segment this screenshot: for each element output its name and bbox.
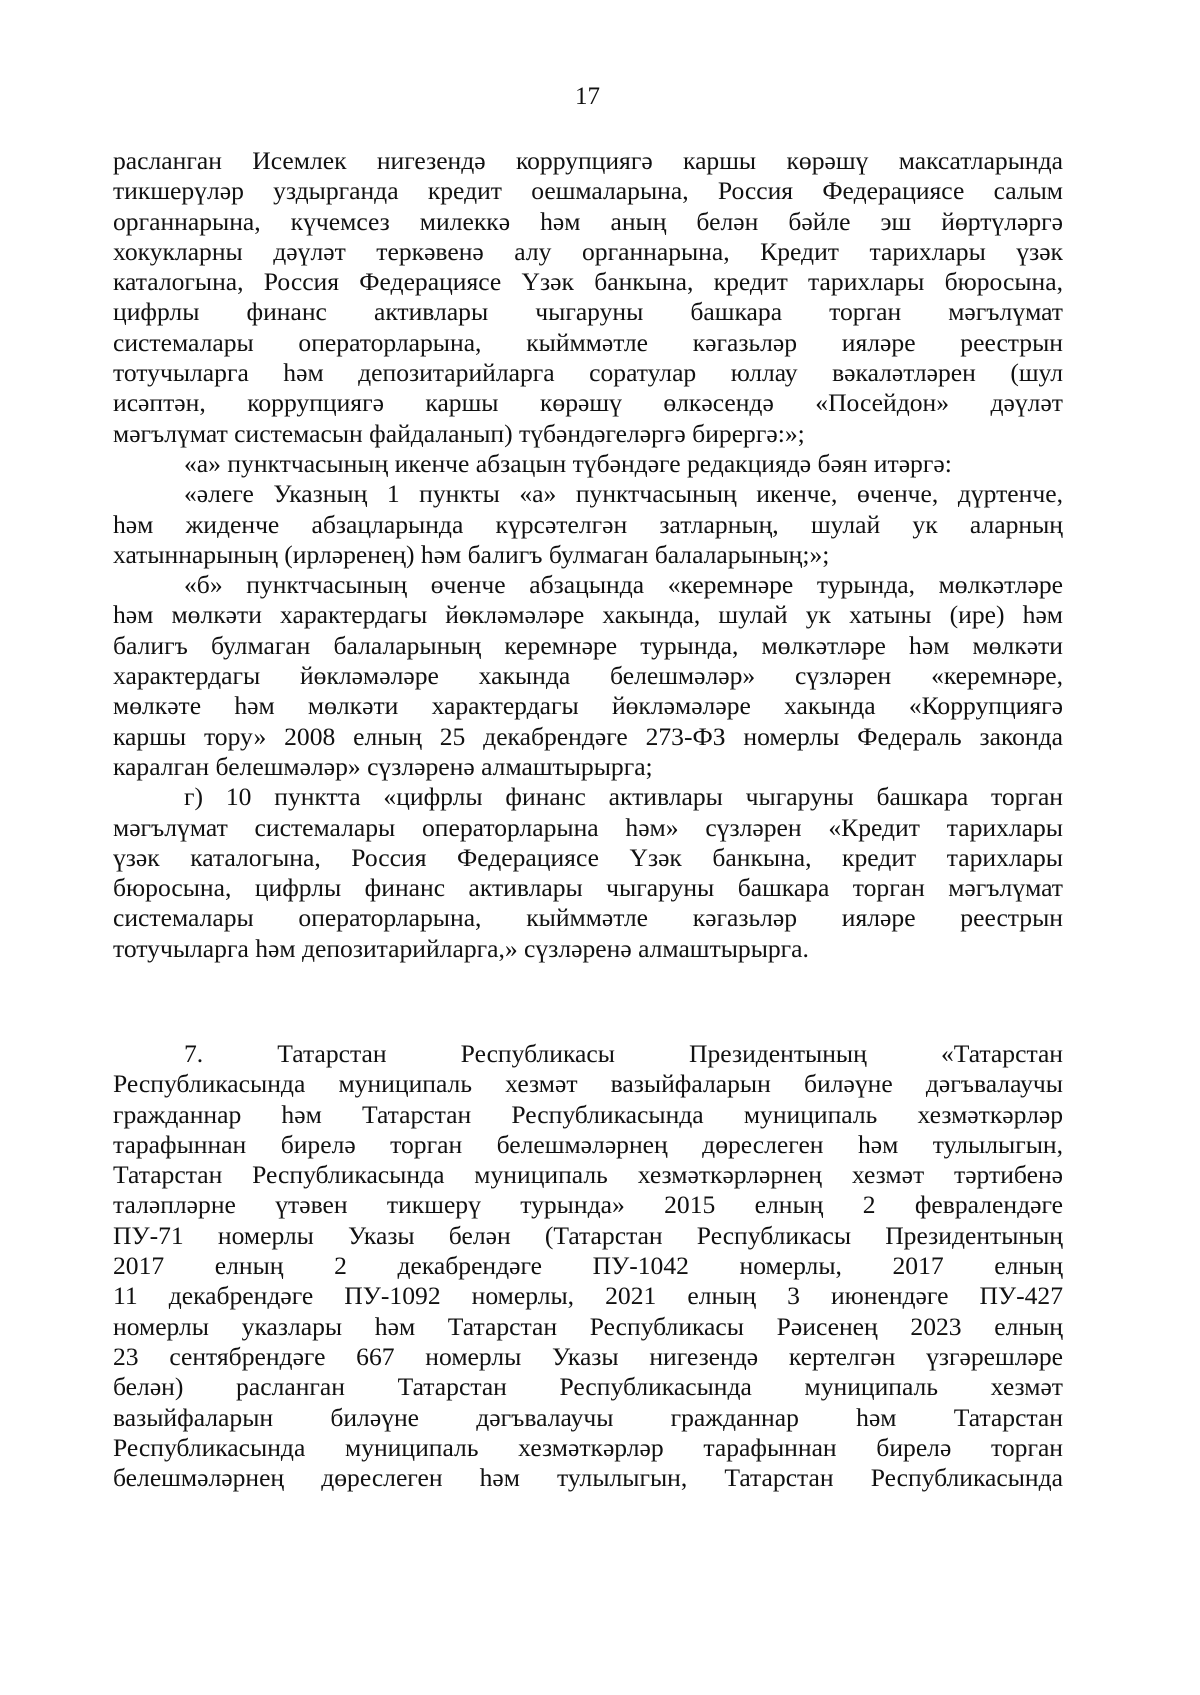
text-line: 7. Татарстан Республикасы Президентының «Татарстан [184,1039,1063,1068]
text-line: характердагы йөкләмәләре хакында белешмәләр» сүзләрен «керемнәре, [113,661,1063,691]
text-line: тотучыларга һәм депозитарийларга,» сүзләренә алмаштырырга. [113,933,809,963]
text-line: Республикасында муниципаль хезмәт вазыйфаларын биләүне дәгъвалаучы [113,1069,1063,1099]
text-line: органнарына, күчемсез милеккә һәм аның белән бәйле эш йөртүләргә [113,206,1063,236]
text-line: 2017 елның 2 декабрендәге ПУ-1042 номерлы, 2017 елның [113,1251,1063,1281]
text-line: Республикасында муниципаль хезмәткәрләр тарафыннан бирелә торган [113,1432,1063,1462]
text-line: мәгълүмат системасын файдаланып) түбәндәгеләргә бирергә:»; [113,418,805,448]
text-line: балигъ булмаган балаларының керемнәре турында, мөлкәтләре һәм мөлкәти [113,630,1063,660]
text-line: ПУ-71 номерлы Указы белән (Татарстан Республикасы Президентының [113,1220,1063,1250]
text-line: һәм жиденче абзацларында күрсәтелгән затларның, шулай ук аларның [113,509,1063,539]
text-line: каралган белешмәләр» сүзләренә алмаштырырга; [113,751,653,781]
text-line: г) 10 пунктта «цифрлы финанс активлары чыгаруны башкара торган [184,782,1063,812]
text-line: мөлкәте һәм мөлкәти характердагы йөкләмәләре хакында «Коррупциягә [113,691,1063,721]
text-line: 23 сентябрендәге 667 номерлы Указы нигезендә кертелгән үзгәрешләре [113,1341,1063,1371]
text-line: хокукларны дәүләт теркәвенә алу органнарына, Кредит тарихлары үзәк [113,236,1063,266]
section-1-text [113,146,1063,964]
text-line: тарафыннан бирелә торган белешмәләрнең дөреслеген һәм тулылыгын, [113,1129,1063,1159]
text-line: каршы тору» 2008 елның 25 декабрендәге 273-ФЗ номерлы Федераль законда [113,721,1063,751]
text-line: исәптән, коррупциягә каршы көрәшү өлкәсендә «Посейдон» дәүләт [113,388,1063,418]
text-line: һәм мөлкәти характердагы йөкләмәләре хакында, шулай ук хатыны (ире) һәм [113,600,1063,630]
text-line: «әлеге Указның 1 пункты «а» пунктчасының икенче, өченче, дүртенче, [184,479,1063,509]
text-line: бюросына, цифрлы финанс активлары чыгаруны башкара торган мәгълүмат [113,873,1063,903]
text-line: каталогына, Россия Федерациясе Үзәк банкына, кредит тарихлары бюросына, [113,267,1063,297]
section-2-paragraph-7 [113,1039,1063,1493]
text-line: Татарстан Республикасында муниципаль хезмәткәрләрнең хезмәт тәртибенә [113,1160,1063,1190]
text-line: расланган Исемлек нигезендә коррупциягә каршы көрәшү максатларында [113,146,1063,175]
text-line: вазыйфаларын биләүне дәгъвалаучы гражданнар һәм Татарстан [113,1402,1063,1432]
text-line: үзәк каталогына, Россия Федерациясе Үзәк банкына, кредит тарихлары [113,842,1063,872]
text-line: белән) расланган Татарстан Республикасында муниципаль хезмәт [113,1372,1063,1402]
text-line: системалары операторларына, кыйммәтле кәгазьләр ияләре реестрын [113,903,1063,933]
text-line: «б» пунктчасының өченче абзацында «керемнәре турында, мөлкәтләре [184,570,1063,600]
text-line: хатыннарының (ирләренең) һәм балигъ булмаган балаларының;»; [113,539,830,569]
text-line: цифрлы финанс активлары чыгаруны башкара торган мәгълүмат [113,297,1063,327]
text-line: номерлы указлары һәм Татарстан Республикасы Рәисенең 2023 елның [113,1311,1063,1341]
text-line: гражданнар һәм Татарстан Республикасында муниципаль хезмәткәрләр [113,1099,1063,1129]
text-line: тикшерүләр уздырганда кредит оешмаларына, Россия Федерациясе салым [113,176,1063,206]
text-line: мәгълүмат системалары операторларына һәм» сүзләрен «Кредит тарихлары [113,812,1063,842]
text-line: тотучыларга һәм депозитарийларга соратулар юллау вәкаләтләрен (шул [113,358,1063,388]
text-line: «а» пунктчасының икенче абзацын түбәндәге редакциядә бәян итәргә: [184,448,952,478]
page-number: 17 [575,83,600,110]
text-line: таләпләрне үтәвен тикшерү турында» 2015 елның 2 февралендәге [113,1190,1063,1220]
text-line: 11 декабрендәге ПУ-1092 номерлы, 2021 елның 3 июнендәге ПУ-427 [113,1281,1063,1311]
text-line: белешмәләрнең дөреслеген һәм тулылыгын, Татарстан Республикасында [113,1463,1063,1493]
text-line: системалары операторларына, кыйммәтле кәгазьләр ияләре реестрын [113,327,1063,357]
